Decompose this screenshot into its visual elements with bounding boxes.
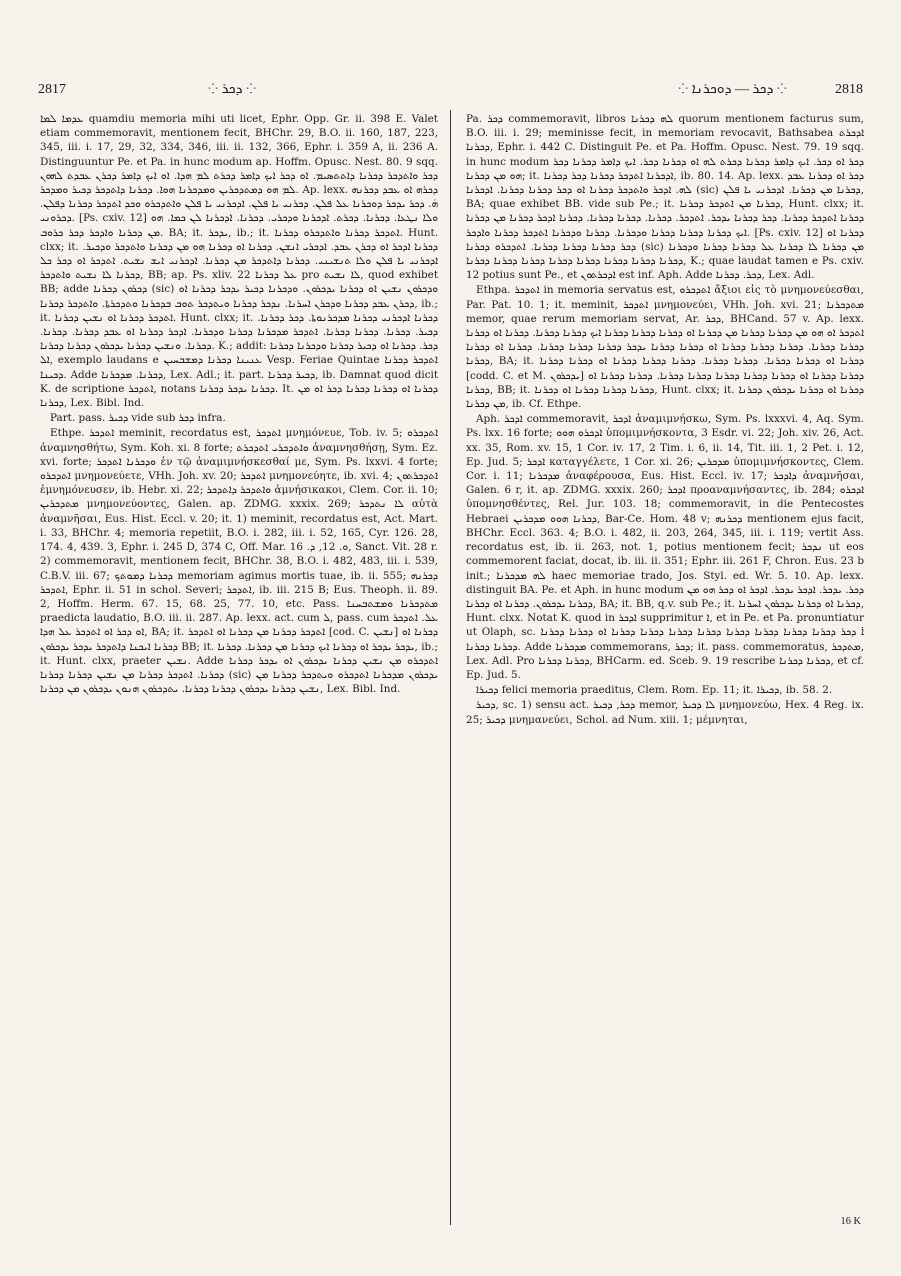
entry-paragraph: Aph. ܐܕܟܪ commemoravit, ܐܕܟܪ ἀναμιμνήσκω, Sym. Ps. lxxxvi. 4, Aq. Sym. Ps. lxx. 16 forte; ܐܕܟܪܘ ܗܘܘ ὑπομιμνήσκοντα, 3 Esdr. vi. 22; Joh. xiv. 26, Act. xx. 35, Rom. xv. 15, 1 Cor. iv. 17, 2 Tim. i. 6, ii. 14, Tit. iii. 1, 2 Pet. i. 12, Ep. Jud. 5; ܐܕܟܪ καταγγέλετε, 1 Cor. xi. 26; ܡܕܟܪܝܢ ὑπομιμνήσκοντες, Clem. Cor. i. 11; ܡܕܟܪܢܐ ἀναφέρουσα, Eus. Hist. Eccl. iv. 17; ܕܐܕܟܪ ἀναμνῆσαι, Galen. 6 r, it. ap. ZDMG. xxxix. 260; ܐܕܟܪ προαναμνήσαντες, ib. 284; ܐܕܟܪܘ ὑπομνησθέντες, Rel. Jur. 103. 18; commemoravit, in die Pentecostes Hebraei ܕܟܪܢܐ ܗܘܘ ܡܕܟܪܝܢ, Bar-Ce. Hom. 48 v; ܕܟܪܢܗ mentionem ejus facit, BHChr. Eccl. 363. 4; B.O. i. 482, ii. 203, 264, 345, iii. i. 119; vertit Ass. recordatus est, ib. ii. 263, not. 1, potius mentionem fecit; ܢܕܟܪ ut eos commemorent faciat, docat, ib. iii. ii. 351; Ephr. iii. 261 F, Chron. Eus. 23 b init.; ܠܗ ܡܕܟܪܢܐ haec memoriae trado, Jos. Styl. ed. Wr. 5. 10. Ap. lexx. distinguit BA. Pe. et Aph. in hunc modum ܕܟܪ. ܝܕܟܪ. ܐܕܟܪ ܝܕܟܪ. ܐܕܟܪ ܐܘ ܕܟܪ ܗܘ ܡܢ ܕܟܪܢܐ ܝܕܟܪܘܢ. ܕܟܪܢܐ ܐܘ ܕܟܪܢܐ, BA; it. BB, q.v. sub Pe.; it. ܕܟܪܢܐ ܐܘ ܕܟܪܢܐ ܝܕܟܪܘܢ ܐܚܪܢܐ, Hunt. clxx. Notat K. quod in ܐܕܟܪ supprimitur ܐ, et in Pe. et Pa. pronuntiatur ut Olaph, sc. ܐ̇ ܕܟܪ ܕܟܪܢܐ ܕܟܪܢܐ ܕܟܪܢܐ ܕܟܪܢܐ ܕܟܪܢܐ ܕܟܪܢܐ ܕܟܪܢܐ ܕܟܪܢܐ ܐܘ ܕܟܪܢܐ ܕܟܪܢܐ ܕܟܪܢܐ ܕܟܪܢܐ. Adde ܡܕܟܪܢܐ commemorans, ܕܟܪ; it. pass. commemoratus, ܡܬܕܟܪ, Lex. Adl. Pro ܕܟܪܢܐ ܕܟܪܢܐ, BHCarm. ed. Sceb. 9. 19 rescribe ܕܟܪܢܐ ܕܟܪܢܐ, et cf. Ep. Jud. 5. <box>466 413 865 681</box>
entry-paragraph: Ethpe. ܐܬܕܟܪ meminit, recordatus est, ܐܬܕܟܪ μνημόνευε, Tob. iv. 5; ܐܬܕܟܪܘ ἀναμνησθήτω, Sym. Koh. xi. 8 forte; ܘܐܬܕܟܪܝ ܐܬܕܟܪܬ ἀναμνησθήσῃ, Sym. Ez. xvi. forte; ܘܕܟܪܢܐ ܐܬܕܟܪ ἐν τῷ ἀναμιμνήσκεσθαί με, Sym. Ps. lxxvi. 4 forte; ܐܬܕܟܪܘ μνημονεύετε, VHh. Joh. xv. 20; ܐܬܕܟܪ μνημονεύητε, ib. xvi. 4; ܐܬܕܟܪܬܘܢ ἐμνημόνευσεν, ib. Hebr. xi. 22; ܘܐܬܕܟܪ ܕܐܬܕܟܪ ἀμνήσικακοι, Clem. Cor. ii. 10; ܡܬܕܟܪܝܢ μνημονεύοντες, Galen. ap. ZDMG. xxxix. 269; ܠܐ ܢܬܕܟܪ αὐτὰ ἀναμνῆσαι, Eus. Hist. Eccl. v. 20; it. 1) meminit, recordatus est, Act. Mart. i. 33, BHChr. 4; memoria repetiit, B.O. i. 282, iii. i. 52, 165, Cyr. 126. 28, 174. 4, 439. 3, Ephr. i. 245 D, 374 C, Off. Mar. ܘ. 12, ܕ. 16, Sanct. Vit. 28 r. 2) commemoravit, mentionem fecit, BHChr. 38, B.O. i. 482, 483, iii. i. 539, C.B.V. iii. 67; ܕܟܪܢܐ ܕܡܘܬܟ memoriam agimus mortis tuae, ib. ii. 555; ܕܟܪܢܗ ܐܬܕܟܪ, Ephr. ii. 51 in schol. Severi; ܐܬܕܟܪ, ib. iii. 215 B; Eus. Theoph. ii. 89. 2, Hoffm. Herm. 67. 15, 68. 25, 77. 10, etc. Pass. ܡܬܕܟܪܢܐ ܘܡܫܬܒܚܢܐ praedicta laudatio, B.O. iii. ii. 287. Ap. lexx. act. cum ܠ, pass. cum ܥܠ. ܐܬܕܟܪ ܐܘ ܕܟܪ ܐܘ ܐܬܕܟܪ ܥܠ ܗܕܐ, BA; it. ܐܬܕܟܪ ܕܟܪܢܐ ܡܢ ܕܟܪܢܐ ܐܘ ܐܬܕܟܪ [cod. C. ܢܫܝܢ] ܕܟܪܢܐ ܐܘ ܕܟܪܢܐ ܐܝܟܢܐ ܕܐܬܕܟܪ ܝܕܟܪ ܝܕܟܪܘܢ BB; it. ܝܕܟܪ ܝܕܟܪ ܐܘ ܕܟܪܢܐ ܐܝܟ ܕܟܪܢܐ ܡܢ ܕܟܪܢܐ. ܕܟܪܢܐ, ib.; it. Hunt. clxx, praeter ܢܫܝܢ. Adde ܐܬܕܟܪܘ ܡܢ ܢܫܝܢ ܕܟܪܢܐ ܝܕܟܪܘܢ ܐܘ ܝܕܟܪ ܕܟܪܢܐ ܕܟܪܢܐ. ܐܬܕܟܪ ܕܟܪܢܐ ܡܢ ܢܫܝܢ ܕܟܪܢܐ ܕܟܪܢܐ (sic) ܝܕܟܪܘܢ ܡܕܟܪܢܐ ܐܬܕܟܪܘ ܘܝܬܕܟܪ ܕܟܪܢܐ ܡܢ ܢܫܝܢ ܕܟܪܢܐ ܝܕܟܪܘܢ ܕܟܪܢܐ ܕܟܪܢܐ. ܝܬܕܟܪܘܢ ܗܢܘܢ ܝܕܟܪܘܢ ܡܢ ܕܟܪܢܐ, Lex. Bibl. Ind. <box>40 427 439 696</box>
column-divider <box>450 110 451 1225</box>
left-column <box>40 112 438 697</box>
right-column <box>466 112 864 728</box>
entry-paragraph: ܕܟܝܪ, sc. 1) sensu act. ܕܟܪ, ܕܟܝܪ memor, ܠܐ ܕܟܝܪ μνημονεύω, Hex. 4 Reg. ix. 25; ܕܟܝܪ μνημανεύει, Schol. ad Num. xiii. 1; μέμνηται, <box>466 699 864 726</box>
page-header <box>38 82 863 104</box>
entry-paragraph: ܕܟܝܪܐ felici memoria praeditus, Clem. Rom. Ep. 11; it. ܕܟܝܪܐ, ib. 58. 2. <box>476 684 833 697</box>
page-number-right: 2818 <box>835 82 863 97</box>
entry-paragraph: Ethpa. ܐܬܕܟܪ in memoria servatus est, ܐܬܕܟܪܘ ἄξιοι εἰς τὸ μνημονεύεσθαι, Par. Pat. 10. 1; it. meminit, ܐܬܕܟܪ μνημονεύει, VHh. Joh. xvi. 21; ܡܬܕܟܪܢܐ memor, quae rerum memoriam servat, Ar. ܕܟܪ, BHCand. 57 v. Ap. lexx. ܐܬܕܟܪ ܐܘ ܗܘ ܡܢ ܕܟܪܢܐ ܕܟܪܢܐ ܡܢ ܕܟܪܢܐ ܐܘ ܕܟܪܢܐ ܕܟܪܢܐ ܕܟܪܢܐ ܐܝܟ ܕܟܪܢܐ ܕܟܪܢܐ. ܕܟܪܢܐ ܐܘ ܕܟܪܢܐ ܕܟܪܢܐ ܕܟܪܢܐ. ܕܟܪܢܐ ܕܟܪܢܐ ܕܟܪܢܐ ܐܘ ܕܟܪܢܐ ܕܟܪܢܐ ܝܕܟܪ ܕܟܪܢܐ ܕܟܪܢܐ ܕܟܪܢܐ. ܕܟܪܢܐ ܐܘ ܕܟܪܢܐ ܕܟܪܢܐ, BA; it. ܕܟܪܢܐ ܐܘ ܕܟܪܢܐ ܕܟܪܢܐ. ܕܟܪܢܐ ܕܟܪܢܐ. ܕܟܪܢܐ ܕܟܪܢܐ ܕܟܪܢܐ ܐܘ ܕܟܪܢܐ ܕܟܪܢܐ [codd. C. et M. ܝܕܟܪܘܢ] ܕܟܪܢܐ ܕܟܪܢܐ ܐܘ ܕܟܪܢܐ ܕܟܪܢܐ ܕܟܪܢܐ ܕܟܪܢܐ ܕܟܪܢܐ. ܕܟܪܢܐ ܕܟܪܢܐ ܐܘ ܕܟܪܢܐ, BB; it. ܕܟܪܢܐ ܕܟܪܢܐ ܕܟܪܢܐ ܐܘ ܕܟܪܢܐ, Hunt. clxx; it. ܕܟܪܢܐ ܐܘ ܕܟܪܢܐ ܝܕܟܪܘܢ ܕܟܪܢܐ ܡܢ ܕܟܪܢܐ, ib. Cf. Ethpe. <box>466 284 865 411</box>
entry-paragraph: Pa. ܕܟܪ commemoravit, libros ܠܗ ܕܟܪܢܐ quorum mentionem facturus sum, B.O. iii. i. 29; meminisse fecit, in memoriam revocavit, Bathsabea ܐܕܟܪܬ ܕܟܪܢܐ, Ephr. i. 442 C. Distinguit Pe. et Pa. Hoffm. Opusc. Nest. 79. 19 sqq. in hunc modum ܕܟܪ ܐܘ ܕܟܪ. ܐܝܟ ܕܐܡܪ ܕܟܪܢܐ ܕܟܪܬ ܠܗ ܐܘ ܕܟܪܢܐ ܕܟܪ. ܐܝܟ ܕܐܡܪ ܕܟܪܢܐ ܕܟܪ ܗܘ ܡܢ ܕܟܪܢܐ; it. ܐܕܟܪܢܐ ܐܬܕܟܪ ܕܟܪܢܐ ܕܟܪ ܕܟܪܢܐ, ib. 80. 14. Ap. lexx. ܕܟܪ ܐܘ ܕܟܪܢܐ ܥܒܕ ܠܗ. ܐܕܟܪ ܘܐܬܕܟܪ ܕܟܪܢܐ ܐܘ ܕܟܪ ܕܟܪܢܐ ܕܟܪܢܐ. ܐܕܟܪܢܐ (sic) ܕܟܪܢܐ ܡܢ ܕܟܪܢܐ. ܐܕܟܪܢܝ ܝܐ ܦܠܢ, BA; quae exhibet BB. vide sub Pe.; it. ܕܟܪܢܐ ܡܢ ܐܬܕܟܪ ܕܟܪܢܐ, Hunt. clxx; it. ܕܟܪܢܐ ܐܬܕܟܪ ܕܟܪܢܐ. ܕܟܪ ܕܟܪܢܐ ܝܕܟܪ. ܐܬܕܟܪ. ܕܟܪܢܐ. ܕܟܪܢܐ ܕܟܪܢܐ. ܕܟܪܢܐ ܐܕܟܪ ܕܟܪܢܐ ܡܢ ܕܟܪܢܐ ܐܝܟ ܕܟܪܢܐ ܕܟܪܢܐ ܕܟܪܢܐ ܘܕܟܪܢܐ. ܕܟܪܢܐ ܘܕܟܪܢܐ ܐܬܕܟܪ ܕܟܪܢܐ ܘܐܕܟܪ. [Ps. cxiv. 12] ܕܟܪܢܐ ܐܘ ܕܟܪ ܕܟܪܢܐ ܕܟܪܢܐ ܕܟܪܢܐ. ܐܬܕܟܪܘ ܕܟܪܢܐ (sic) ܡܢ ܕܟܪܢܐ ܠܐ ܕܟܪܢܐ ܥܠ ܕܟܪܢܐ ܕܟܪܢܐ ܘܕܟܪܢܐ ܕܟܪܢܐ ܕܟܪܢܐ ܕܟܪܢܐ ܕܟܪܢܐ ܕܟܪܢܐ ܕܟܪܢܐ ܕܟܪܢܐ ܕܟܪܢܐ, K.; quae laudat tamen e Ps. cxiv. 12 potius sunt Pe., et ܐܕܟܪܬܘܢ est inf. Aph. Adde ܕܟܪ. ܕܟܪܢܐ, Lex. Adl. <box>466 113 864 282</box>
signature-mark: 16 K <box>840 1216 861 1227</box>
entry-paragraph: Part. pass. ܕܟܝܪ vide sub ܕܟܪ infra. <box>50 412 226 425</box>
running-head-right: ⁘ ܕܟܪ — ܕܘܟܪܢܐ ⁘ <box>678 82 787 97</box>
running-head-left: ⁘ ܕܟܪ ⁘ <box>208 82 257 97</box>
page-number-left: 2817 <box>38 82 66 97</box>
entry-paragraph: ܥܕܡܐ ܠܡܐ quamdiu memoria mihi uti licet, Ephr. Opp. Gr. ii. 398 E. Valet etiam commemoravit, mentionem fecit, BHChr. 29, B.O. ii. 160, 187, 223, 345, iii. i. 17, 29, 32, 334, 346, iii. ii. 132, 366, Ephr. i. 359 A, ii. 236 A. Distinguuntur Pe. et Pa. in hunc modum ap. Hoffm. Opusc. Nest. 80. 9 sqq. ܕܟܪ ܘܐܬܕܟܪ ܕܟܪܢܐ ܕܐܬܬܣܝܡ. ܐܘ ܕܟܪ ܐܝܟ ܕܐܡܪ ܕܟܪܬ ܠܡ ܗܕܐ. ܐܘ ܐܝܟ ܕܐܡܪ ܕܟܪܢ ܥܒܕܬ ܠܗܘܢ ܠܡ ܗܘ ܕܡܬܕܟܪܝܢ ܘܡܕܟܪܢܐ ܗܘܐ. ܕܟܪܢܐ ܕܐܬܕܟܪ ܕܟܝܪ ܘܡܕܟܪ. Ap. lexx. ܕܟܪܗ ܐܘ ܥܒܕ ܕܟܪܢܗ ܗ̇. ܕܟܪ ܝܕܟܪ ܕܘܟܪܢܐ ܥܠ ܦܠܢ. ܕܟܪܢܝ ܝܐ ܦܠܢ. ܐܕܟܪܢܝ ܝܐ ܦܠܢ ܘܐܬܕܟܪܘ ܘܟܕ ܐܬܕܟܪ ܕܟܪܢܐ ܕܦܠܢ. ܕܟܪܘܢܝ. [Ps. cxiv. 12] ܘܠܐ ܢܛܥܐ. ܕܟܪܢܐ. ܕܟܪܬ. ܐܕܟܪܢܐ ܘܕܟܪܝ. ܕܟܪܢܐ. ܐܕܟܪܢܐ ܠܢ ܟܡܐ. ܗܘ ܡܢ ܕܟܪܢܐ ܘܐܕܟܪ ܕܟܪ ܟܪܘܒ. BA; it. ܝܕܟܪ, ib.; it. ܐܬܕܟܪ ܕܟܪܢܐ ܘܐܬܕܟܪܘ ܕܟܪܢܐ. Hunt. clxx; it. ܕܟܪܢܐ ܐܕܟܪ ܐܘ ܕܟܪܢ ܥܒܕ. ܐܕܟܪܝ ܐܢܫܢ. ܕܟܪܢܐ ܐܘ ܕܟܪܢܐ ܗܘ ܡܢ ܕܟܪܢܐ ܘܐܬܕܟܪ ܘܕܟܝܪ. ܐܕܟܪܢܝ ܝܐ ܦܠܢ ܘܠܐ ܬܢܫܝܢܝ. ܕܟܪܢܐ ܕܐܬܕܟܪ ܡܢ ܕܟܪܢܐ. ܐܕܟܪܢܝ ܐܝܫ ܢܫܝܬ. ܐܬܕܟܪ ܐܘ ܕܟܪ ܟܠ ܕܟܪܢܐ ܠܐ ܢܫܝܬ ܘܐܬܕܟܪ, BB; ap. Ps. xliv. 22 ܥܠ ܕܟܪܢܐ pro ܠܐ ܢܫܝܬ, quod exhibet BB; adde ܕܟܪܘܢ ܕܟܪܢܐ (sic) ܘܕܟܪܘܢ ܢܫܝܢ ܐܘ ܕܟܪܢܐ ܝܕܟܪܘܢ. ܘܕܟܪܢܐ ܕܟܝܪ ܝܕܟܪ ܕܟܪܢܐ ܐܘ ܕܟܪܢ ܥܒܕ ܕܟܪܢܐ ܘܕܟܪܢ ܐܚܪܢܐ. ܢܕܟܪ ܕܟܪܢܐ ܘܝܬܕܟܪ ܬܘܒ ܒܕܟܪܢܐ ܘܬܕܟܪܬܐ. ܘܐܬܕܟܪ ܕܟܪܢܐ, ib.; it. ܐܬܕܟܪ ܕܟܪܢܐ ܐܘ ܢܫܝܢ ܕܟܪܢܐ. Hunt. clxx; it. ܕܟܪܢܐ ܐܕܟܪܢܝ ܕܟܪܢܐ ܡܕܟܪܢܘܬܐ. ܕܟܪ ܕܟܪܢܐ. ܕܟܝܪ. ܕܟܪܢܐ. ܕܟܪܢܐ ܕܟܪܢܐ. ܐܬܕܟܪ ܡܕܟܪܢܐ ܕܟܪܢܐ ܘܕܟܪܢܐ. ܐܕܟܪ ܕܟܪܢܐ ܐܘ ܥܒܕ ܕܟܪܢܐ. ܕܟܪܢܐ. ܕܟܪܢܐ. ܘܢܫܝܢ ܕܟܪܢܐ ܝܕܟܪܘܢ ܕܟܪܢܐ ܕܟܪܢܐ. K.; addit: ܕܟܪ. ܕܟܪܢܐ ܐܘ ܕܟܝܪ ܕܟܪܢܐ ܘܕܟܪܢܐ ܕܟܪܢܐ ܐܠ, exemplo laudans e ܥܢܝܢܐ ܕܟܪܢܐ ܕܡܫܒܚܝܢ Vesp. Feriae Quintae ܐܬܕܟܪ ܕܟܪܢܐ ܕܟܝܢܐ. Adde ܕܟܪܢܐ. ܡܕܟܪܢܐ, Lex. Adl.; it. part. ܕܟܝܪ ܕܟܪܢܐ, ib. Damnat quod dicit K. de scriptione ܐܬܕܟܪ, notans ܕܟܪܢܐ ܝܕܟܪ ܕܟܪܢܐ. It. ܕܟܪܢܐ ܐܘ ܕܟܪܢܐ ܕܟܪܢܐ ܕܟܪ ܐܘ ܡܢ ܕܟܪܢܐ, Lex. Bibl. Ind. <box>40 113 439 410</box>
